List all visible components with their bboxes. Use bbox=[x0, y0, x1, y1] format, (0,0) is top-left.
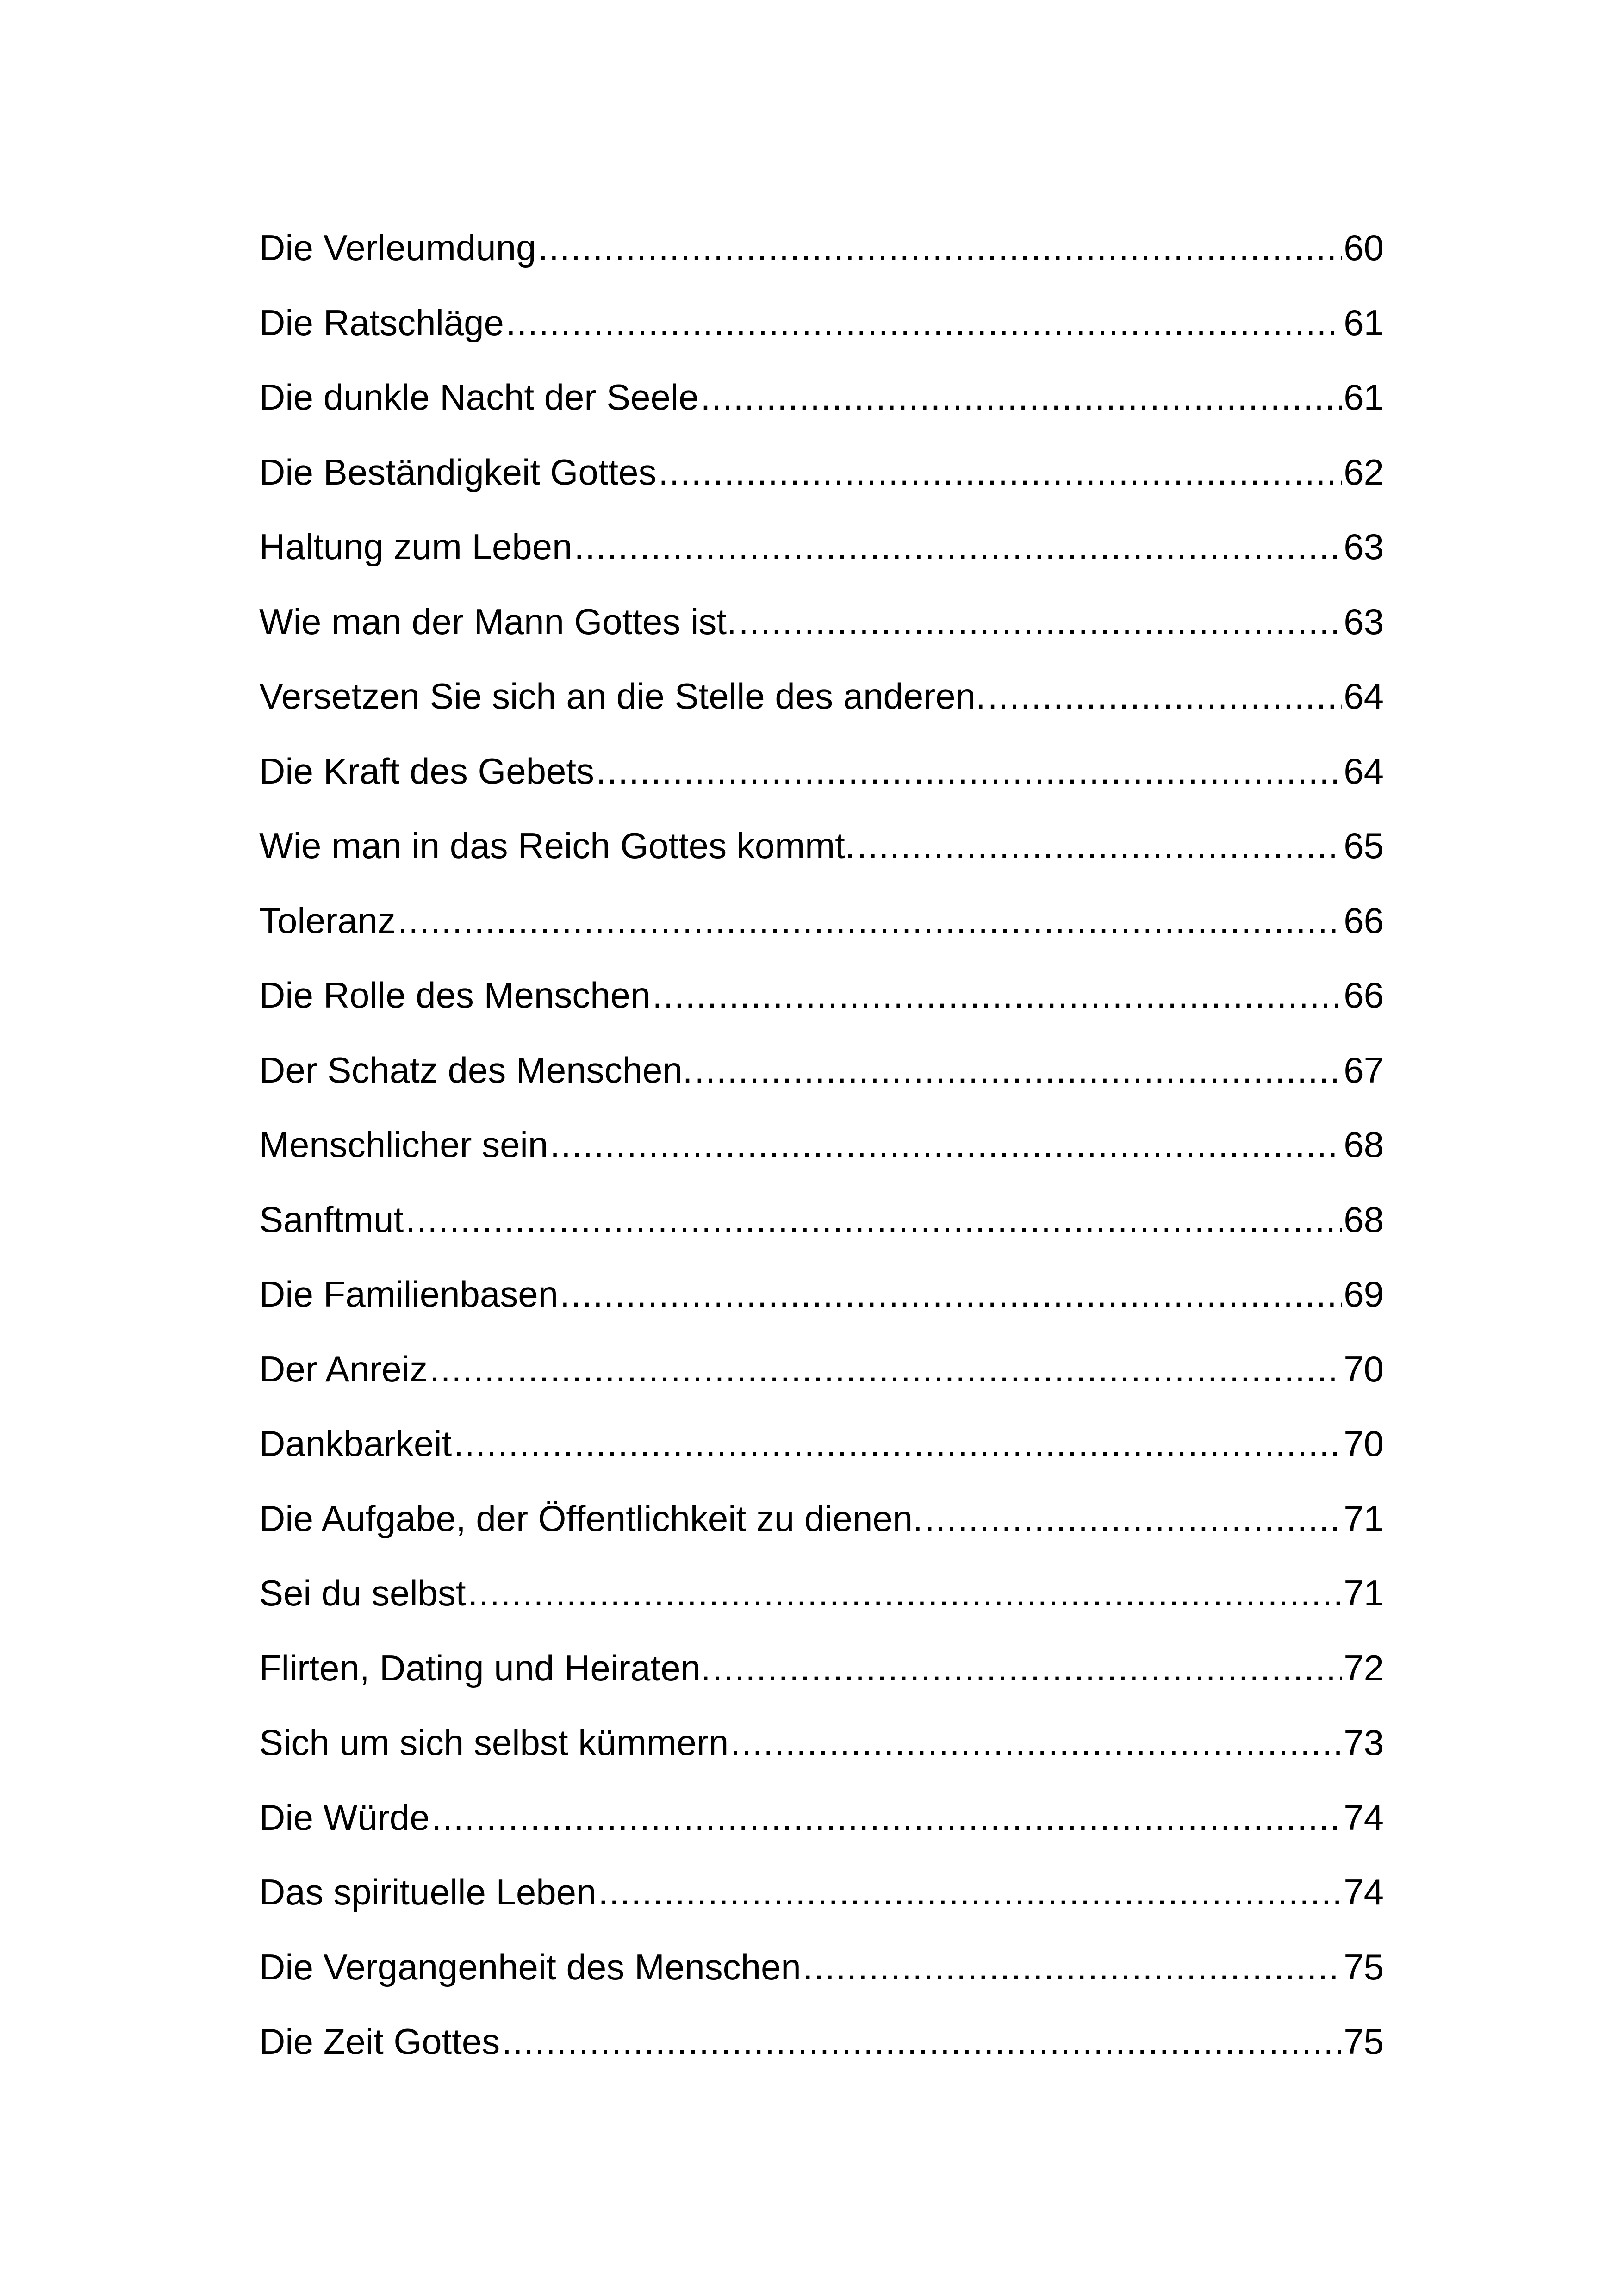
dot-leader bbox=[596, 734, 1342, 809]
toc-entry[interactable] bbox=[259, 734, 1384, 809]
toc-entry-page: 66 bbox=[1344, 900, 1384, 941]
dot-leader bbox=[713, 1631, 1342, 1706]
dot-leader bbox=[429, 1332, 1342, 1407]
toc-entry-title: Wie man der Mann Gottes ist. bbox=[259, 601, 737, 642]
toc-entry[interactable] bbox=[259, 1257, 1384, 1332]
toc-entry-title: Die dunkle Nacht der Seele bbox=[259, 377, 699, 417]
dot-leader bbox=[468, 1556, 1342, 1631]
toc-entry-title: Sei du selbst bbox=[259, 1573, 466, 1613]
dot-leader bbox=[730, 1705, 1342, 1780]
toc-entry-page: 69 bbox=[1344, 1274, 1384, 1314]
dot-leader bbox=[405, 1182, 1342, 1257]
toc-entry[interactable] bbox=[259, 510, 1384, 585]
toc-entry-title: Die Zeit Gottes bbox=[259, 2021, 500, 2062]
dot-leader bbox=[454, 1406, 1342, 1481]
toc-entry[interactable] bbox=[259, 1033, 1384, 1108]
toc-entry[interactable] bbox=[259, 659, 1384, 734]
dot-leader bbox=[701, 360, 1342, 435]
toc-entry[interactable] bbox=[259, 435, 1384, 510]
toc-entry-page: 71 bbox=[1344, 1573, 1384, 1613]
dot-leader bbox=[988, 659, 1342, 734]
toc-entry[interactable] bbox=[259, 1481, 1384, 1556]
dot-leader bbox=[739, 585, 1342, 660]
toc-entry-page: 70 bbox=[1344, 1348, 1384, 1389]
dot-leader bbox=[857, 809, 1342, 884]
dot-leader bbox=[803, 1930, 1342, 2005]
toc-entry[interactable] bbox=[259, 1556, 1384, 1631]
toc-entry-title: Die Rolle des Menschen bbox=[259, 975, 651, 1015]
dot-leader bbox=[560, 1257, 1342, 1332]
toc-entry-page: 74 bbox=[1344, 1797, 1384, 1838]
dot-leader bbox=[925, 1481, 1342, 1556]
toc-entry[interactable] bbox=[259, 1930, 1384, 2005]
toc-entry-title: Wie man in das Reich Gottes kommt. bbox=[259, 825, 855, 866]
toc-entry-title: Toleranz bbox=[259, 900, 396, 941]
toc-entry[interactable] bbox=[259, 809, 1384, 884]
toc-entry[interactable] bbox=[259, 958, 1384, 1033]
dot-leader bbox=[538, 211, 1342, 286]
toc-entry-title: Versetzen Sie sich an die Stelle des anderen. bbox=[259, 676, 986, 716]
toc-entry-page: 64 bbox=[1344, 676, 1384, 716]
toc-entry-title: Dankbarkeit bbox=[259, 1423, 452, 1464]
toc-entry[interactable] bbox=[259, 1631, 1384, 1706]
dot-leader bbox=[658, 435, 1342, 510]
toc-entry[interactable] bbox=[259, 286, 1384, 361]
toc-entry-page: 61 bbox=[1344, 377, 1384, 417]
toc-entry[interactable] bbox=[259, 360, 1384, 435]
toc-entry[interactable] bbox=[259, 1108, 1384, 1182]
toc-entry-page: 65 bbox=[1344, 825, 1384, 866]
dot-leader bbox=[550, 1108, 1342, 1182]
toc-entry-title: Sich um sich selbst kümmern bbox=[259, 1722, 729, 1763]
dot-leader bbox=[506, 286, 1342, 361]
toc-entry-title: Die Kraft des Gebets bbox=[259, 750, 595, 791]
toc-entry-page: 75 bbox=[1344, 1946, 1384, 1987]
toc-entry-title: Der Anreiz bbox=[259, 1348, 428, 1389]
dot-leader bbox=[652, 958, 1342, 1033]
toc-entry-title: Das spirituelle Leben bbox=[259, 1872, 597, 1912]
toc-entry-title: Sanftmut bbox=[259, 1199, 404, 1240]
dot-leader bbox=[694, 1033, 1342, 1108]
toc-entry-page: 70 bbox=[1344, 1423, 1384, 1464]
toc-entry-page: 63 bbox=[1344, 601, 1384, 642]
toc-entry-page: 68 bbox=[1344, 1199, 1384, 1240]
toc-entry-page: 68 bbox=[1344, 1124, 1384, 1165]
toc-entry-page: 66 bbox=[1344, 975, 1384, 1015]
toc-entry-title: Die Beständigkeit Gottes bbox=[259, 451, 657, 492]
toc-entry-title: Haltung zum Leben bbox=[259, 526, 573, 567]
toc-entry-page: 60 bbox=[1344, 227, 1384, 268]
toc-entry-title: Die Aufgabe, der Öffentlichkeit zu dienen. bbox=[259, 1498, 923, 1539]
toc-entry-page: 75 bbox=[1344, 2021, 1384, 2062]
toc-entry[interactable] bbox=[259, 585, 1384, 660]
toc-entry-page: 62 bbox=[1344, 451, 1384, 492]
toc-entry[interactable] bbox=[259, 884, 1384, 958]
toc-entry[interactable] bbox=[259, 2004, 1384, 2079]
toc-entry-title: Die Verleumdung bbox=[259, 227, 536, 268]
dot-leader bbox=[598, 1855, 1342, 1930]
toc-entry-title: Flirten, Dating und Heiraten. bbox=[259, 1647, 711, 1688]
dot-leader bbox=[431, 1780, 1342, 1855]
dot-leader bbox=[574, 510, 1342, 585]
toc-entry-page: 67 bbox=[1344, 1049, 1384, 1090]
table-of-contents bbox=[259, 211, 1384, 2079]
toc-entry[interactable] bbox=[259, 1780, 1384, 1855]
toc-entry[interactable] bbox=[259, 1182, 1384, 1257]
toc-entry-title: Der Schatz des Menschen. bbox=[259, 1049, 693, 1090]
toc-entry[interactable] bbox=[259, 1332, 1384, 1407]
toc-entry-page: 61 bbox=[1344, 302, 1384, 343]
toc-entry-page: 64 bbox=[1344, 750, 1384, 791]
toc-entry-page: 74 bbox=[1344, 1872, 1384, 1912]
toc-entry[interactable] bbox=[259, 211, 1384, 286]
dot-leader bbox=[398, 884, 1342, 958]
dot-leader bbox=[502, 2004, 1342, 2079]
toc-entry[interactable] bbox=[259, 1705, 1384, 1780]
toc-entry[interactable] bbox=[259, 1855, 1384, 1930]
toc-entry-page: 71 bbox=[1344, 1498, 1384, 1539]
toc-entry-title: Die Ratschläge bbox=[259, 302, 504, 343]
toc-entry-title: Die Vergangenheit des Menschen bbox=[259, 1946, 801, 1987]
toc-entry[interactable] bbox=[259, 1406, 1384, 1481]
toc-entry-page: 73 bbox=[1344, 1722, 1384, 1763]
toc-entry-page: 63 bbox=[1344, 526, 1384, 567]
toc-entry-title: Die Würde bbox=[259, 1797, 430, 1838]
toc-entry-title: Menschlicher sein bbox=[259, 1124, 548, 1165]
toc-entry-title: Die Familienbasen bbox=[259, 1274, 558, 1314]
toc-entry-page: 72 bbox=[1344, 1647, 1384, 1688]
